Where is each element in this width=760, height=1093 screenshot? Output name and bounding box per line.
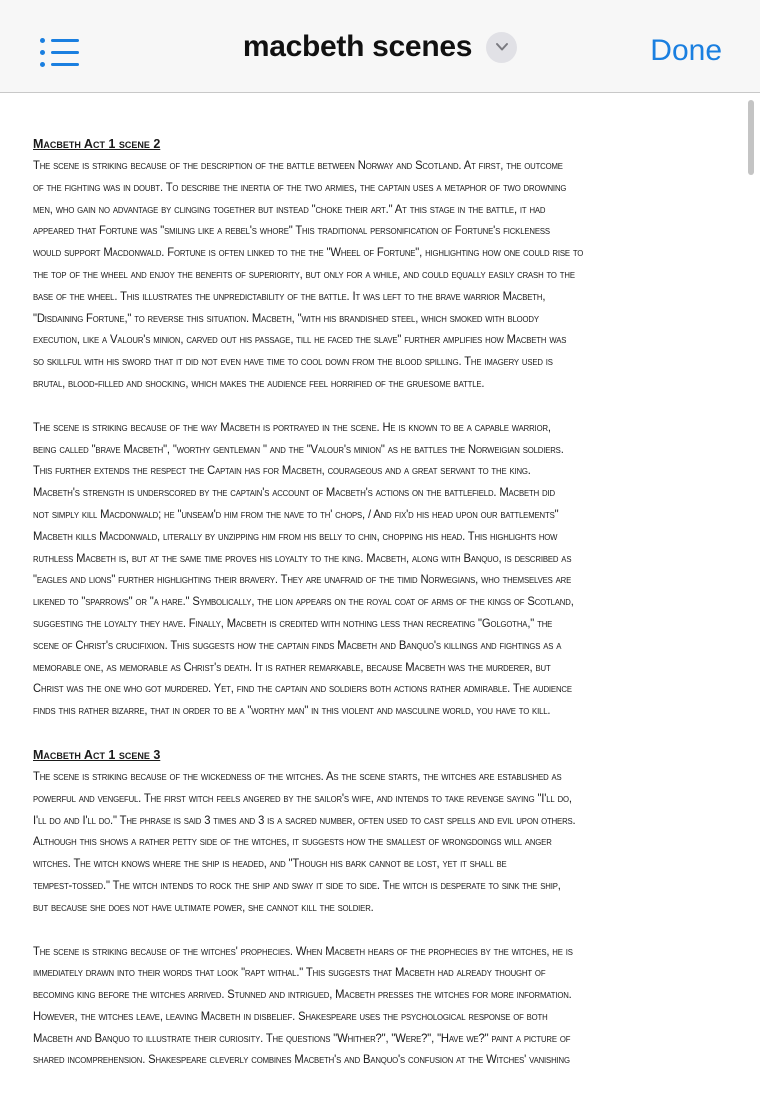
text-line: witches. The witch knows where the ship is headed, and "Though his bark cannot be lost, yet it shall be: [33, 857, 507, 871]
text-line: The scene is striking because of the way Macbeth is portrayed in the scene. He is known to be a capable warrior,: [33, 420, 551, 434]
text-line: Macbeth's strength is underscored by the captain's account of Macbeth's actions on the battlefield. Macbeth did: [33, 486, 555, 500]
text-line: The scene is striking because of the description of the battle between Norway and Scotland. At first, the outcome: [33, 159, 563, 172]
document-body: [33, 133, 723, 1093]
text-line: appeared that Fortune was "smiling like a rebel's whore" This traditional personification of Fortune's fickleness: [33, 224, 550, 238]
document-title-area: [0, 30, 760, 64]
document-title[interactable]: macbeth scenes: [242, 30, 473, 63]
paragraph: [33, 417, 723, 722]
text-line: the top of the wheel and enjoy the benefits of superiority, but only for a while, and could equally easily crash to the: [33, 267, 575, 281]
text-line: men, who gain no advantage by clinging together but instead "choke their art." At this stage in the battle, it had: [33, 202, 546, 216]
text-line: The scene is striking because of the wickedness of the witches. As the scene starts, the witches are established as: [33, 769, 562, 783]
text-line: Macbeth kills Macdonwald, literally by unzipping him from his belly to chin, chopping his head. This highlights how: [33, 529, 558, 543]
text-line: brutal, blood-filled and shocking, which makes the audience feel horrified of the gruesome battle.: [33, 376, 485, 390]
text-line: scene of Christ's crucifixion. This suggests how the captain finds Macbeth and Banquo's killings and fightings as a: [33, 638, 562, 652]
text-line: likened to "sparrows" or "a hare." Symbolically, the lion appears on the royal coat of arms of the kings of Scotland,: [33, 595, 574, 609]
section-heading: Macbeth Act 1 scene 3: [33, 747, 161, 762]
scrollbar[interactable]: [748, 100, 754, 175]
chevron-down-icon: [495, 42, 509, 52]
text-line: not simply kill Macdonwald; he "unseam'd him from the nave to th' chops, / And fix'd his head upon our battlements": [33, 507, 559, 521]
text-line: so skillful with his sword that it did not even have time to cool down from the blood spilling. The imagery used is: [33, 355, 553, 369]
paragraph: [33, 941, 723, 1072]
text-line: suggesting the loyalty they have. Finally, Macbeth is credited with nothing less than recreating "Golgotha," the: [33, 616, 553, 630]
text-line: The scene is striking because of the witches' prophecies. When Macbeth hears of the prophecies by the witches, he is: [33, 944, 573, 958]
text-line: powerful and vengeful. The first witch feels angered by the sailor's wife, and intends to take revenge saying "I'll do,: [33, 791, 572, 805]
navigation-bar: [0, 0, 760, 93]
paragraph: [33, 155, 723, 395]
text-line: This further extends the respect the Captain has for Macbeth, courageous and a great servant to the king.: [33, 464, 531, 478]
text-line: would support Macdonwald. Fortune is often linked to the the "Wheel of Fortune", highlighting how one could rise to: [33, 246, 584, 260]
text-line: However, the witches leave, leaving Macbeth in disbelief. Shakespeare uses the psychological response of both: [33, 1009, 548, 1023]
text-line: tempest-tossed." The witch intends to rock the ship and sway it side to side. The witch is desperate to sink the ship,: [33, 878, 561, 892]
text-line: but because she does not have ultimate power, she cannot kill the soldier.: [33, 900, 374, 914]
text-line: execution, like a Valour's minion, carved out his passage, till he faced the slave" further amplifies how Macbeth was: [33, 333, 567, 347]
text-line: immediately drawn into their words that look "rapt withal." This suggests that Macbeth had already thought of: [33, 966, 546, 980]
text-line: becoming king before the witches arrived. Stunned and intrigued, Macbeth presses the witches for more information.: [33, 988, 572, 1002]
text-line: Christ was the one who got murdered. Yet, find the captain and soldiers both actions rather admirable. The audience: [33, 682, 572, 696]
paragraph: [33, 766, 723, 919]
text-line: shared incomprehension. Shakespeare cleverly combines Macbeth's and Banquo's confusion at the Witches' vanishing: [33, 1053, 570, 1067]
text-line: "Disdaining Fortune," to reverse this situation. Macbeth, "with his brandished steel, which smoked with bloody: [33, 311, 539, 325]
text-line: base of the wheel. This illustrates the unpredictability of the battle. It was left to the brave warrior Macbeth,: [33, 289, 546, 303]
text-line: "eagles and lions" further highlighting their bravery. They are unafraid of the timid Norwegians, who themselves are: [33, 573, 572, 587]
text-line: Although this shows a rather petty side of the witches, it suggests how the smallest of wrongdoings will anger: [33, 835, 552, 849]
section-heading: Macbeth Act 1 scene 2: [33, 137, 161, 151]
text-line: memorable one, as memorable as Christ's death. It is rather remarkable, because Macbeth was the murderer, but: [33, 660, 551, 674]
text-line: Macbeth and Banquo to illustrate their curiosity. The questions "Whither?", "Were?", "Have we?" paint a picture of: [33, 1031, 571, 1045]
title-menu-button[interactable]: [486, 32, 517, 63]
text-line: of the fighting was in doubt. To describe the inertia of the two armies, the captain uses a metaphor of two drowning: [33, 180, 567, 194]
done-button[interactable]: Done: [650, 34, 722, 67]
text-line: being called "brave Macbeth", "worthy gentleman " and the "Valour's minion" as he battles the Norweigian soldiers.: [33, 442, 564, 456]
text-line: I'll do and I'll do." The phrase is said 3 times and 3 is a sacred number, often used to cast spells and evil upon others.: [33, 813, 576, 827]
text-line: finds this rather bizarre, that in order to be a "worthy man" in this violent and masculine world, you have to kill.: [33, 704, 551, 718]
text-line: ruthless Macbeth is, but at the same time proves his loyalty to the king. Macbeth, along with Banquo, is described as: [33, 551, 572, 565]
